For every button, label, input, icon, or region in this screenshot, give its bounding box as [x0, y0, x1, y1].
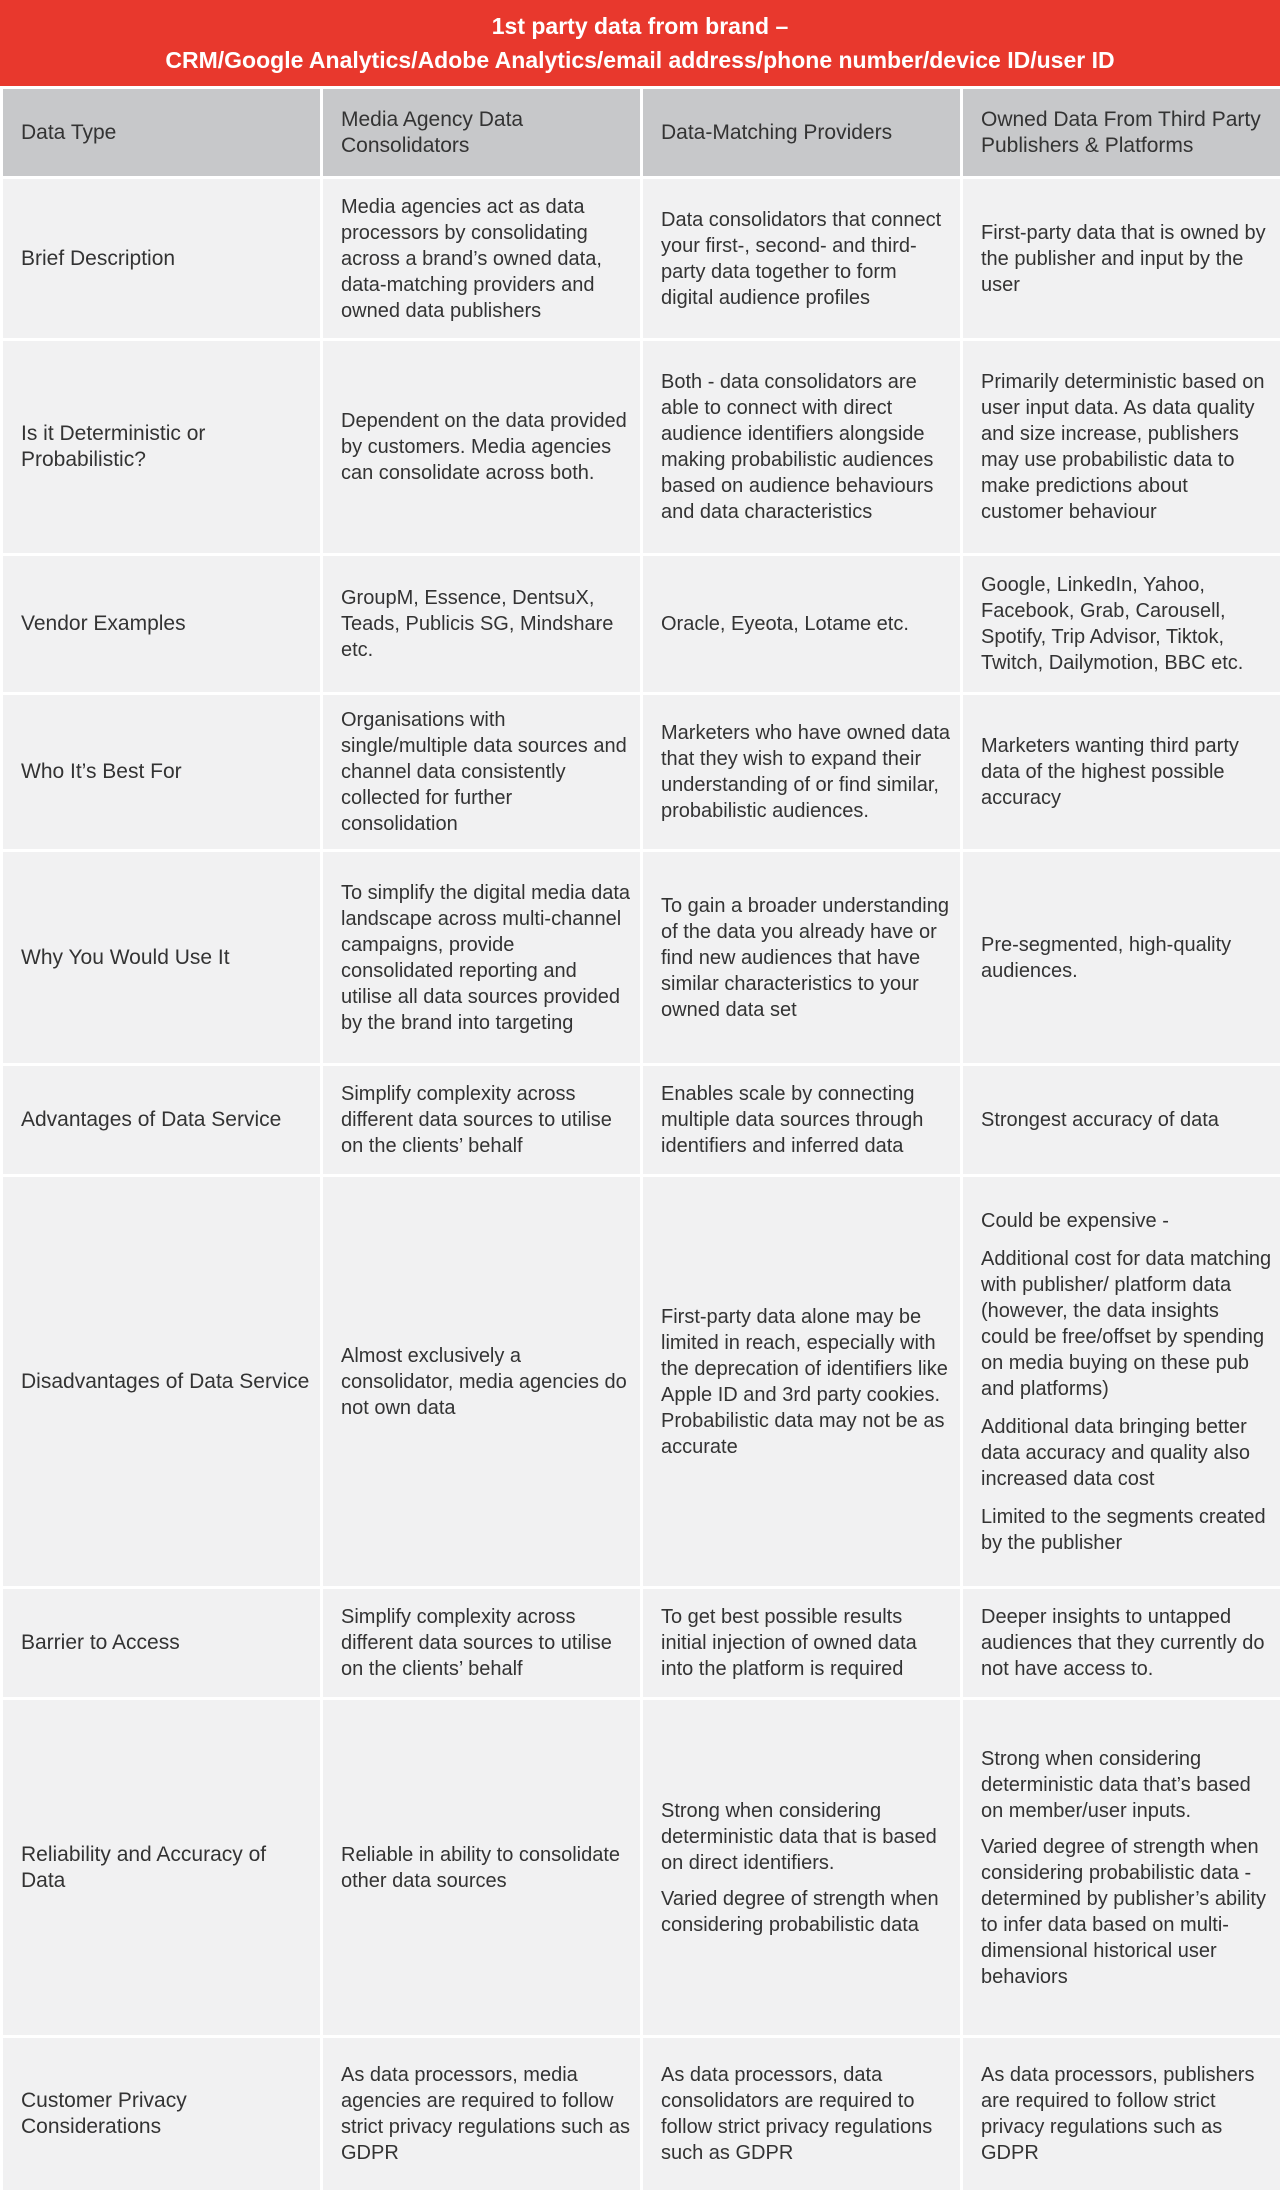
table-row: [2, 2037, 1280, 2192]
row-label-who-it-s-best-for: Who It’s Best For: [2, 694, 322, 851]
cell-paragraph: Almost exclusively a consolidator, media agencies do not own data: [341, 1343, 632, 1421]
table-cell: [642, 694, 962, 851]
cell-paragraph: Strongest accuracy of data: [981, 1107, 1272, 1133]
table-cell: [322, 340, 642, 555]
cell-paragraph: Pre-segmented, high-quality audiences.: [981, 932, 1272, 984]
table-cell: [322, 178, 642, 340]
table-row: [2, 555, 1280, 694]
cell-paragraph: Enables scale by connecting multiple data sources through identifiers and inferred data: [661, 1081, 952, 1159]
cell-paragraph: First-party data that is owned by the publisher and input by the user: [981, 220, 1272, 298]
table-cell: [322, 1176, 642, 1588]
cell-paragraph: Organisations with single/multiple data sources and channel data consistently collected for further consolidation: [341, 707, 632, 837]
row-label-why-you-would-use-it: Why You Would Use It: [2, 851, 322, 1065]
table-cell: [322, 2037, 642, 2192]
cell-paragraph: Simplify complexity across different data sources to utilise on the clients’ behalf: [341, 1081, 632, 1159]
banner-title-line-2: CRM/Google Analytics/Adobe Analytics/email address/phone number/device ID/user ID: [0, 43, 1280, 77]
table-body: [2, 178, 1280, 2192]
table-cell: [642, 178, 962, 340]
table-cell: [962, 694, 1280, 851]
row-label-customer-privacy-considerations: Customer Privacy Considerations: [2, 2037, 322, 2192]
table-cell: [962, 340, 1280, 555]
table-cell: [962, 1176, 1280, 1588]
row-label-brief-description: Brief Description: [2, 178, 322, 340]
table-cell: [642, 1588, 962, 1699]
column-header-data-type: Data Type: [2, 88, 322, 178]
table-row: [2, 1065, 1280, 1176]
row-label-vendor-examples: Vendor Examples: [2, 555, 322, 694]
table-cell: [322, 851, 642, 1065]
cell-paragraph: As data processors, publishers are required to follow strict privacy regulations such as GDPR: [981, 2062, 1272, 2166]
cell-paragraph: Dependent on the data provided by customers. Media agencies can consolidate across both.: [341, 408, 632, 486]
table-cell: [962, 2037, 1280, 2192]
table-row: [2, 851, 1280, 1065]
table-row: [2, 694, 1280, 851]
cell-paragraph: Strong when considering deterministic data that’s based on member/user inputs.: [981, 1746, 1272, 1824]
cell-paragraph: Marketers wanting third party data of the highest possible accuracy: [981, 733, 1272, 811]
cell-paragraph: Varied degree of strength when considering probabilistic data - determined by publisher’s ability to infer data based on multi-dimensional historical user behaviors: [981, 1834, 1272, 1990]
table-row: [2, 1588, 1280, 1699]
cell-paragraph: Oracle, Eyeota, Lotame etc.: [661, 611, 952, 637]
column-header-data-matching: Data-Matching Providers: [642, 88, 962, 178]
cell-paragraph: Additional cost for data matching with publisher/ platform data (however, the data insights could be free/offset by spending on media buying on these pub and platforms): [981, 1246, 1272, 1402]
cell-paragraph: Additional data bringing better data accuracy and quality also increased data cost: [981, 1414, 1272, 1492]
table-cell: [642, 2037, 962, 2192]
column-header-media-agency: Media Agency Data Consolidators: [322, 88, 642, 178]
cell-paragraph: Strong when considering deterministic data that is based on direct identifiers.: [661, 1798, 952, 1876]
table-cell: [962, 178, 1280, 340]
table-cell: [322, 1699, 642, 2037]
row-label-disadvantages-of-data-service: Disadvantages of Data Service: [2, 1176, 322, 1588]
table-cell: [642, 1699, 962, 2037]
table-cell: [642, 1176, 962, 1588]
cell-paragraph: Media agencies act as data processors by consolidating across a brand’s owned data, data-matching providers and owned data publishers: [341, 194, 632, 324]
table-cell: [322, 555, 642, 694]
row-label-advantages-of-data-service: Advantages of Data Service: [2, 1065, 322, 1176]
cell-paragraph: Data consolidators that connect your first-, second- and third-party data together to form digital audience profiles: [661, 207, 952, 311]
cell-paragraph: Both - data consolidators are able to connect with direct audience identifiers alongside making probabilistic audiences based on audience behaviours and data characteristics: [661, 369, 952, 525]
table-cell: [322, 694, 642, 851]
table-cell: [322, 1065, 642, 1176]
data-comparison-table: [0, 86, 1280, 2193]
table-cell: [962, 1065, 1280, 1176]
cell-paragraph: To gain a broader understanding of the data you already have or find new audiences that have similar characteristics to your owned data set: [661, 893, 952, 1023]
table-row: [2, 340, 1280, 555]
table-cell: [962, 1699, 1280, 2037]
cell-paragraph: Primarily deterministic based on user input data. As data quality and size increase, publishers may use probabilistic data to make predictions about customer behaviour: [981, 369, 1272, 525]
table-row: [2, 1699, 1280, 2037]
row-label-barrier-to-access: Barrier to Access: [2, 1588, 322, 1699]
cell-paragraph: Marketers who have owned data that they wish to expand their understanding of or find similar, probabilistic audiences.: [661, 720, 952, 824]
cell-paragraph: Deeper insights to untapped audiences that they currently do not have access to.: [981, 1604, 1272, 1682]
cell-paragraph: As data processors, data consolidators are required to follow strict privacy regulations such as GDPR: [661, 2062, 952, 2166]
cell-paragraph: Varied degree of strength when considering probabilistic data: [661, 1886, 952, 1938]
header-row: [2, 88, 1280, 178]
cell-paragraph: To simplify the digital media data landscape across multi-channel campaigns, provide consolidated reporting and utilise all data sources provided by the brand into targeting: [341, 880, 632, 1036]
column-header-owned-data: Owned Data From Third Party Publishers & Platforms: [962, 88, 1280, 178]
row-label-reliability-and-accuracy-of-data: Reliability and Accuracy of Data: [2, 1699, 322, 2037]
banner-title-line-1: 1st party data from brand –: [0, 9, 1280, 43]
cell-paragraph: Google, LinkedIn, Yahoo, Facebook, Grab, Carousell, Spotify, Trip Advisor, Tiktok, Twitch, Dailymotion, BBC etc.: [981, 572, 1272, 676]
table-cell: [642, 1065, 962, 1176]
title-banner: [0, 0, 1280, 86]
row-label-is-it-deterministic-or-probabilistic: Is it Deterministic or Probabilistic?: [2, 340, 322, 555]
table-cell: [962, 851, 1280, 1065]
table-cell: [962, 555, 1280, 694]
cell-paragraph: To get best possible results initial injection of owned data into the platform is required: [661, 1604, 952, 1682]
cell-paragraph: Could be expensive -: [981, 1208, 1272, 1234]
table-row: [2, 1176, 1280, 1588]
table-cell: [642, 555, 962, 694]
cell-paragraph: GroupM, Essence, DentsuX, Teads, Publicis SG, Mindshare etc.: [341, 585, 632, 663]
table-cell: [642, 851, 962, 1065]
table-cell: [322, 1588, 642, 1699]
cell-paragraph: First-party data alone may be limited in reach, especially with the deprecation of identifiers like Apple ID and 3rd party cookies. Probabilistic data may not be as accurate: [661, 1304, 952, 1460]
table-row: [2, 178, 1280, 340]
table-cell: [962, 1588, 1280, 1699]
cell-paragraph: Limited to the segments created by the publisher: [981, 1504, 1272, 1556]
cell-paragraph: Simplify complexity across different data sources to utilise on the clients’ behalf: [341, 1604, 632, 1682]
table-cell: [642, 340, 962, 555]
cell-paragraph: As data processors, media agencies are required to follow strict privacy regulations such as GDPR: [341, 2062, 632, 2166]
cell-paragraph: Reliable in ability to consolidate other data sources: [341, 1842, 632, 1894]
